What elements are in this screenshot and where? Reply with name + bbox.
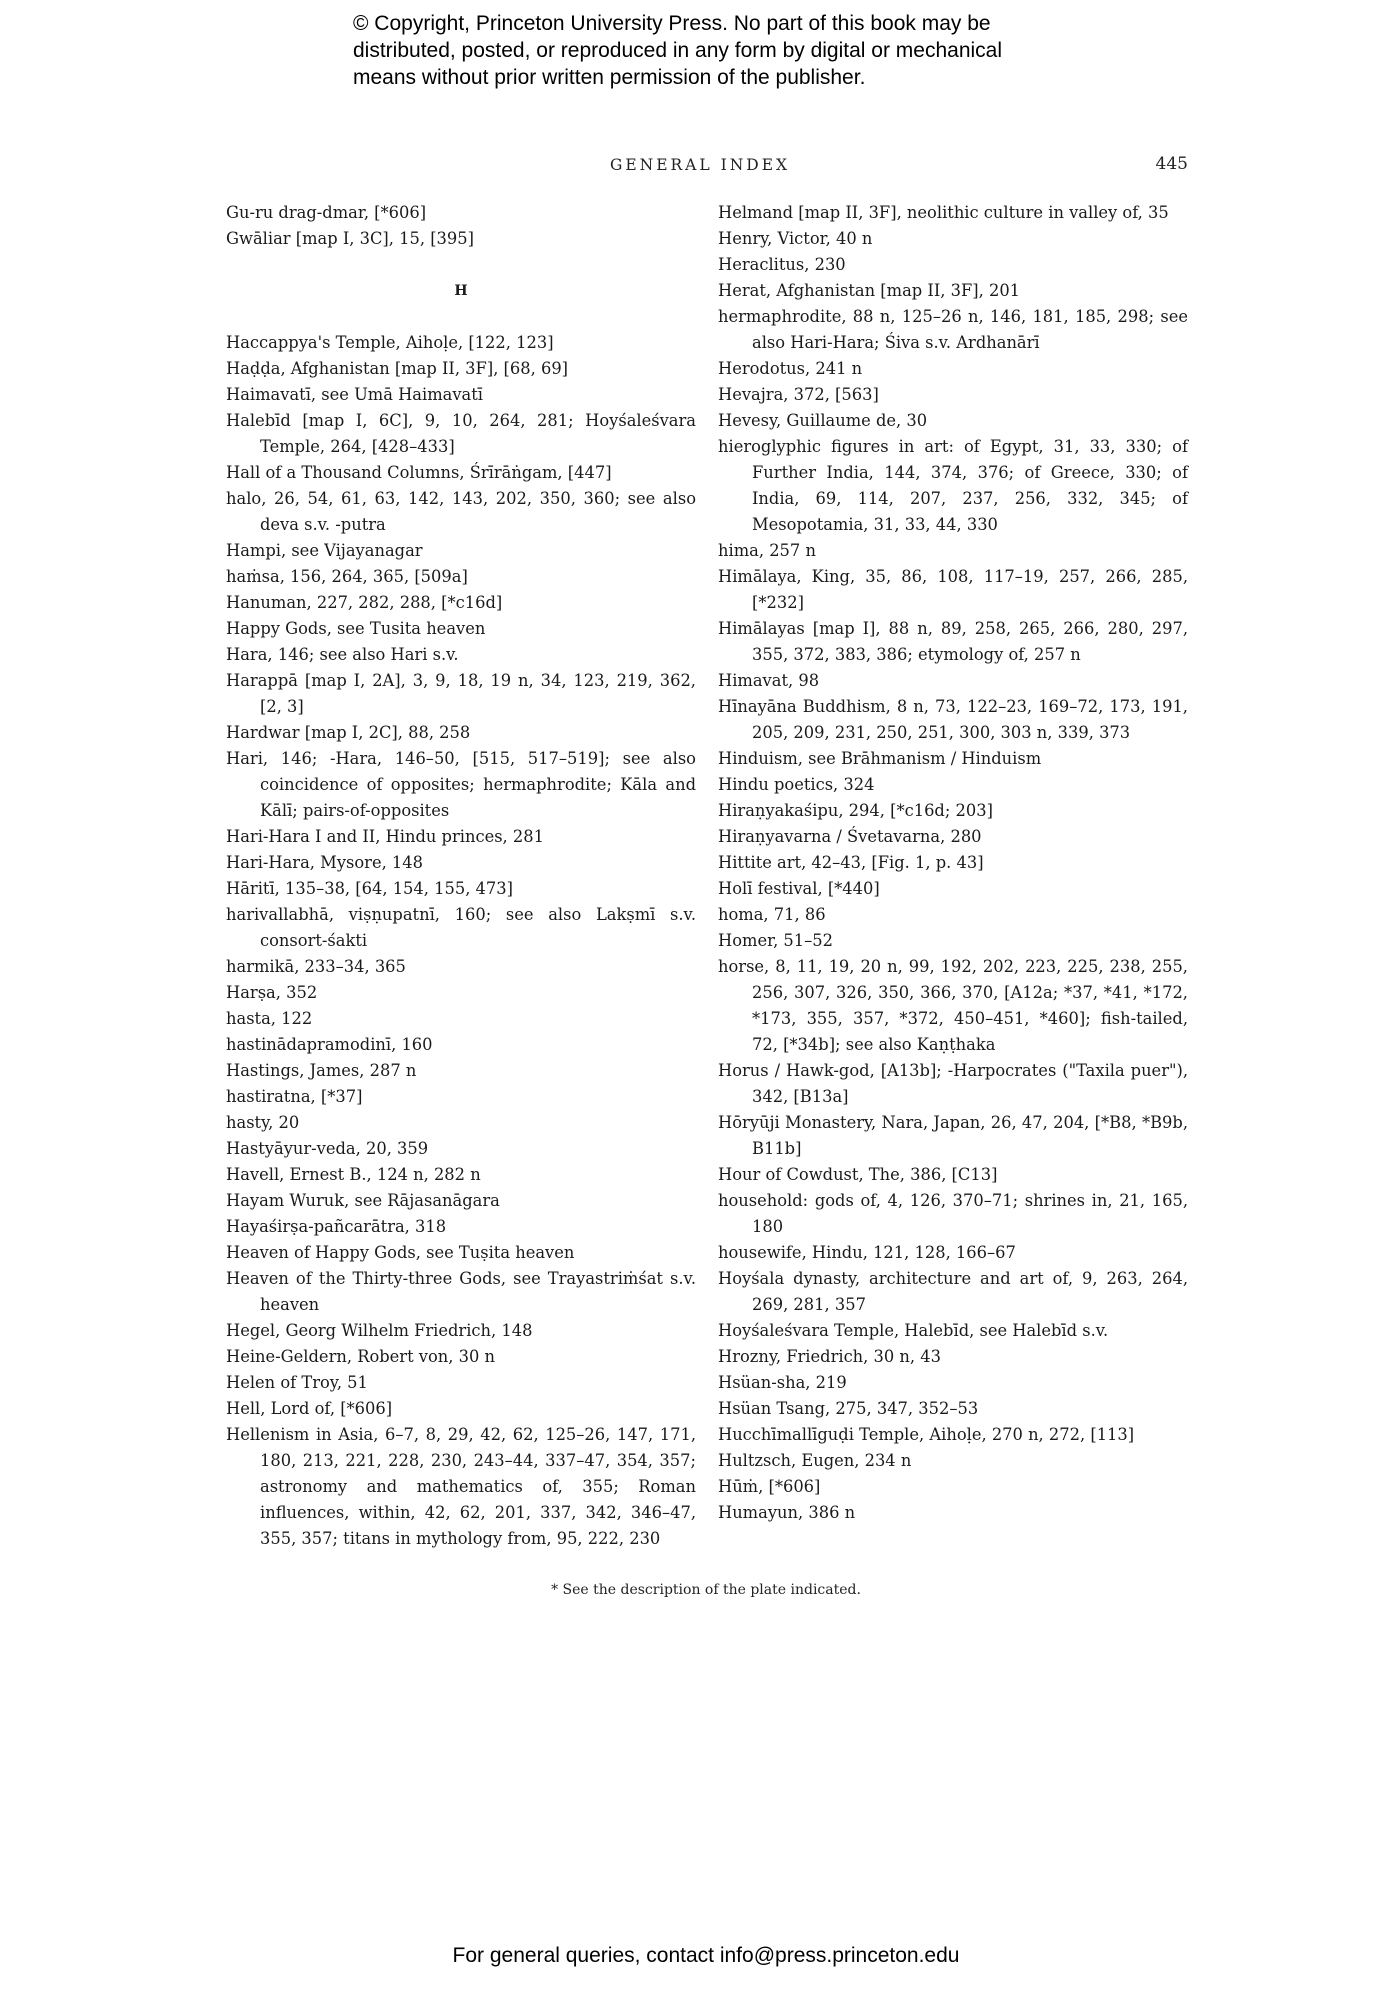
index-entry: Hellenism in Asia, 6–7, 8, 29, 42, 62, 125–26, 147, 171, 180, 213, 221, 228, 230, 243–44, 337–47, 354, 357; astronomy and mathematics of, 355; Roman influences, within, 42, 62, 201, 337, 342, 346–47, 355, 357; titans in mythology from, 95, 222, 230	[226, 1425, 696, 1548]
index-entry: Havell, Ernest B., 124 n, 282 n	[226, 1165, 481, 1184]
index-entry: Hall of a Thousand Columns, Śrīrāṅgam, [447]	[226, 463, 612, 482]
index-entry: household: gods of, 4, 126, 370–71; shrines in, 21, 165, 180	[718, 1191, 1188, 1236]
index-entry: Holī festival, [*440]	[718, 879, 880, 898]
index-entry: Hoyśala dynasty, architecture and art of, 9, 263, 264, 269, 281, 357	[718, 1269, 1188, 1314]
copyright-line: © Copyright, Princeton University Press. No part of this book may be	[353, 12, 991, 35]
index-entry: Heaven of the Thirty-three Gods, see Trayastriṁśat s.v. heaven	[226, 1269, 696, 1314]
index-entry: Hara, 146; see also Hari s.v.	[226, 645, 459, 664]
index-entry: Heine-Geldern, Robert von, 30 n	[226, 1347, 496, 1366]
index-entry: hasta, 122	[226, 1009, 313, 1028]
index-entry: Hindu poetics, 324	[718, 775, 875, 794]
index-entry: Helen of Troy, 51	[226, 1373, 368, 1392]
index-entry: Herat, Afghanistan [map II, 3F], 201	[718, 281, 1021, 300]
copyright-line: distributed, posted, or reproduced in any form by digital or mechanical	[353, 39, 1003, 62]
index-entry: Hari-Hara, Mysore, 148	[226, 853, 424, 872]
index-entry: Hsüan Tsang, 275, 347, 352–53	[718, 1399, 979, 1418]
index-entry: Hastyāyur-veda, 20, 359	[226, 1139, 429, 1158]
index-entry: Haimavatī, see Umā Haimavatī	[226, 385, 484, 404]
index-entry: halo, 26, 54, 61, 63, 142, 143, 202, 350, 360; see also deva s.v. -putra	[226, 489, 696, 534]
plate-footnote: * See the description of the plate indicated.	[551, 1582, 861, 1598]
index-entry: hastinādapramodinī, 160	[226, 1035, 433, 1054]
index-entry: Himavat, 98	[718, 671, 820, 690]
index-entry: Horus / Hawk-god, [A13b]; -Harpocrates ("Taxila puer"), 342, [B13a]	[718, 1061, 1188, 1106]
index-entry: harmikā, 233–34, 365	[226, 957, 406, 976]
running-head: GENERAL INDEX	[609, 156, 791, 174]
index-entries-before-section	[226, 200, 696, 252]
index-entry: Helmand [map II, 3F], neolithic culture in valley of, 35	[718, 203, 1169, 222]
index-entry: Hevesy, Guillaume de, 30	[718, 411, 928, 430]
index-entry: Hīnayāna Buddhism, 8 n, 73, 122–23, 169–72, 173, 191, 205, 209, 231, 250, 251, 300, 303 n, 339, 373	[718, 697, 1188, 742]
index-entry: Hevajra, 372, [563]	[718, 385, 879, 404]
index-entry: hermaphrodite, 88 n, 125–26 n, 146, 181, 185, 298; see also Hari-Hara; Śiva s.v. Ardhanārī	[718, 307, 1188, 352]
index-entry: homa, 71, 86	[718, 905, 826, 924]
index-entry: Himālayas [map I], 88 n, 89, 258, 265, 266, 280, 297, 355, 372, 383, 386; etymology of, 257 n	[718, 619, 1188, 664]
index-entries-right	[718, 200, 1188, 1526]
index-entry: Hampi, see Vijayanagar	[226, 541, 423, 560]
index-entry: Hayaśirṣa-pañcarātra, 318	[226, 1217, 447, 1236]
index-entry: Hanuman, 227, 282, 288, [*c16d]	[226, 593, 503, 612]
index-entry: Hardwar [map I, 2C], 88, 258	[226, 723, 471, 742]
index-entry: Hoyśaleśvara Temple, Halebīd, see Halebīd s.v.	[718, 1321, 1109, 1340]
index-entry: Hell, Lord of, [*606]	[226, 1399, 393, 1418]
index-entry: Hayam Wuruk, see Rājasanāgara	[226, 1191, 500, 1210]
index-entry: Hāritī, 135–38, [64, 154, 155, 473]	[226, 879, 513, 898]
index-entry: hasty, 20	[226, 1113, 300, 1132]
index-entry: hastiratna, [*37]	[226, 1087, 363, 1106]
index-entry: Hsüan-sha, 219	[718, 1373, 847, 1392]
copyright-line: means without prior written permission of the publisher.	[353, 66, 866, 89]
index-entry: Harappā [map I, 2A], 3, 9, 18, 19 n, 34, 123, 219, 362, [2, 3]	[226, 671, 696, 716]
contact-footer: For general queries, contact info@press.princeton.edu	[452, 1944, 960, 1967]
index-entry: Humayun, 386 n	[718, 1503, 856, 1522]
index-entry: Hūṁ, [*606]	[718, 1477, 821, 1496]
index-entry: Hucchīmallīguḍi Temple, Aihoḷe, 270 n, 272, [113]	[718, 1425, 1135, 1444]
index-entry: hima, 257 n	[718, 541, 816, 560]
index-entries-left	[226, 330, 696, 1552]
index-column-right	[718, 200, 1188, 1526]
index-entry: Gu-ru drag-dmar, [*606]	[226, 203, 427, 222]
index-entry: Hiraṇyavarna / Śvetavarna, 280	[718, 827, 982, 846]
index-entry: Hari-Hara I and II, Hindu princes, 281	[226, 827, 544, 846]
index-entry: Heaven of Happy Gods, see Tuṣita heaven	[226, 1243, 575, 1262]
index-entry: housewife, Hindu, 121, 128, 166–67	[718, 1243, 1016, 1262]
index-entry: Hari, 146; -Hara, 146–50, [515, 517–519]; see also coincidence of opposites; hermaphrodite; Kāla and Kālī; pairs-of-opposites	[226, 749, 696, 820]
copyright-notice	[353, 10, 1113, 91]
index-entry: Hōryūji Monastery, Nara, Japan, 26, 47, 204, [*B8, *B9b, B11b]	[718, 1113, 1188, 1158]
index-entry: Harṣa, 352	[226, 983, 318, 1002]
index-entry: Hour of Cowdust, The, 386, [C13]	[718, 1165, 998, 1184]
index-entry: Hrozny, Friedrich, 30 n, 43	[718, 1347, 941, 1366]
index-entry: Gwāliar [map I, 3C], 15, [395]	[226, 229, 474, 248]
index-entry: Heraclitus, 230	[718, 255, 846, 274]
page-number: 445	[1155, 154, 1188, 174]
index-entry: Hinduism, see Brāhmanism / Hinduism	[718, 749, 1042, 768]
index-entry: harivallabhā, viṣṇupatnī, 160; see also Lakṣmī s.v. consort-śakti	[226, 905, 696, 950]
index-entry: Hegel, Georg Wilhelm Friedrich, 148	[226, 1321, 533, 1340]
index-entry: Haccappya's Temple, Aihoḷe, [122, 123]	[226, 333, 554, 352]
index-entry: Himālaya, King, 35, 86, 108, 117–19, 257, 266, 285, [*232]	[718, 567, 1188, 612]
index-entry: Haḍḍa, Afghanistan [map II, 3F], [68, 69]	[226, 359, 569, 378]
index-entry: Hultzsch, Eugen, 234 n	[718, 1451, 912, 1470]
index-entry: horse, 8, 11, 19, 20 n, 99, 192, 202, 223, 225, 238, 255, 256, 307, 326, 350, 366, 370, [A12a; *37, *41, *172, *173, 355, 357, *372, 450–451, *460]; fish-tailed, 72, [*34b]; see also Kaṇṭhaka	[718, 957, 1188, 1054]
index-entry: Herodotus, 241 n	[718, 359, 863, 378]
index-entry: Happy Gods, see Tusita heaven	[226, 619, 486, 638]
index-entry: hieroglyphic figures in art: of Egypt, 31, 33, 330; of Further India, 144, 374, 376; of Greece, 330; of India, 69, 114, 207, 237, 256, 332, 345; of Mesopotamia, 31, 33, 44, 330	[718, 437, 1188, 534]
index-entry: Henry, Victor, 40 n	[718, 229, 873, 248]
index-entry: Hittite art, 42–43, [Fig. 1, p. 43]	[718, 853, 984, 872]
index-entry: Homer, 51–52	[718, 931, 833, 950]
index-column-left	[226, 200, 696, 1552]
index-entry: Hiraṇyakaśipu, 294, [*c16d; 203]	[718, 801, 993, 820]
index-entry: haṁsa, 156, 264, 365, [509a]	[226, 567, 468, 586]
section-letter: H	[454, 283, 468, 299]
index-entry: Hastings, James, 287 n	[226, 1061, 417, 1080]
index-entry: Halebīd [map I, 6C], 9, 10, 264, 281; Hoyśaleśvara Temple, 264, [428–433]	[226, 411, 696, 456]
